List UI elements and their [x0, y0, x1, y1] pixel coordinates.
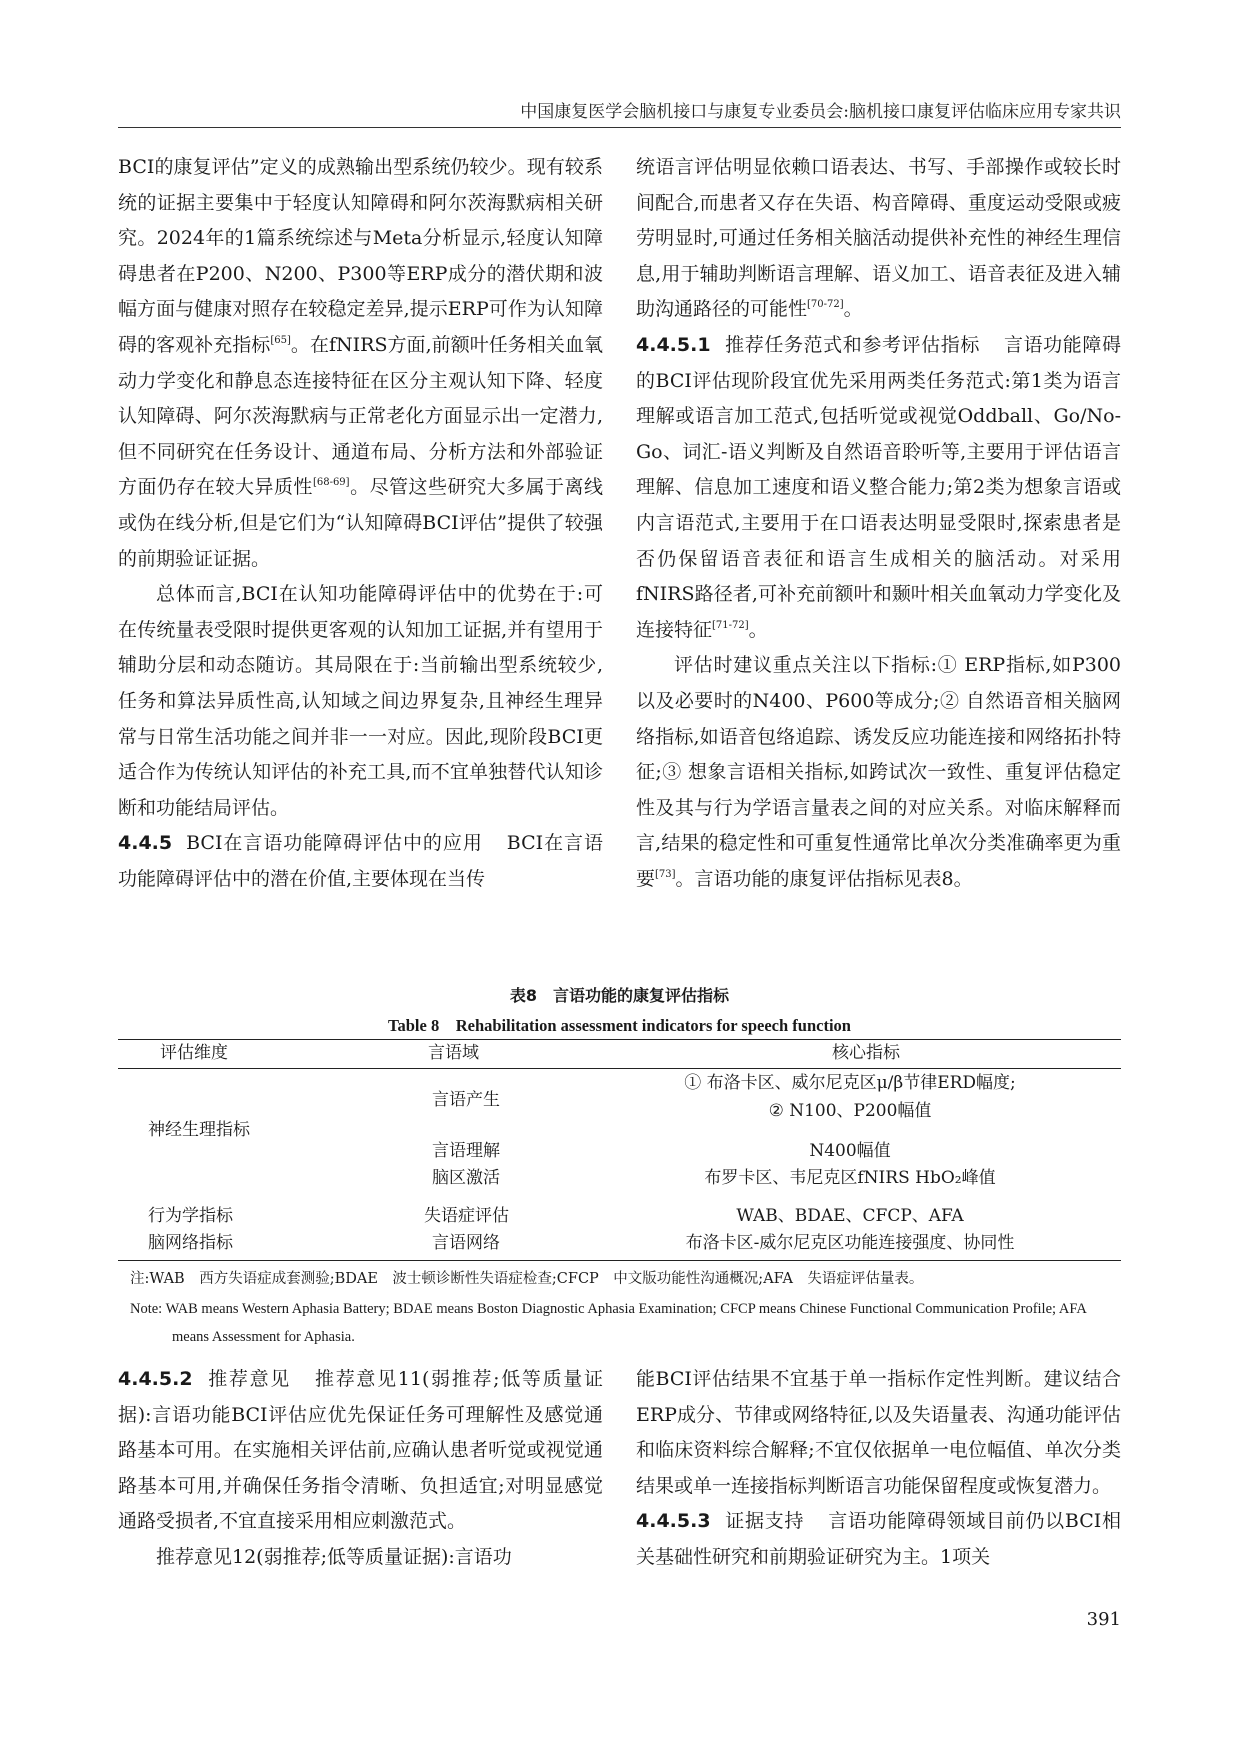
- section-number: 4.4.5: [118, 832, 173, 855]
- section-4-4-5-2: 4.4.5.2 推荐意见 推荐意见11(弱推荐;低等质量证据):言语功能BCI评估应优先保证任务可理解性及感觉通路基本可用。在实施相关评估前,应确认患者听觉或视觉通路基本可用,并确保任务指令清晰、负担适宜;对明显感觉通路受损者,不宜直接采用相应刺激范式。: [118, 1368, 603, 1533]
- citation: [70-72]: [807, 299, 844, 311]
- table-header-dimension: 评估维度: [160, 1043, 228, 1063]
- table-cell-domain: 失语症评估: [424, 1206, 509, 1226]
- section-number: 4.4.5.2: [118, 1368, 193, 1390]
- citation: [65]: [270, 334, 291, 346]
- section-4-4-5-3: 4.4.5.3 证据支持 言语功能障碍领域目前仍以BCI相关基础性研究和前期验证研究为主。1项关: [636, 1510, 1121, 1568]
- table-cell-domain: 言语网络: [432, 1233, 500, 1253]
- table-cell-indicator: 布罗卡区、韦尼克区fNIRS HbO₂峰值: [704, 1168, 996, 1188]
- section-title: 推荐意见: [206, 1368, 292, 1390]
- table-header-domain: 言语域: [428, 1043, 479, 1063]
- citation: [73]: [655, 868, 676, 880]
- right-column-upper: [636, 150, 1121, 897]
- paragraph: 能BCI评估结果不宜基于单一指标作定性判断。建议结合ERP成分、节律或网络特征,以及失语量表、沟通功能评估和临床资料综合解释;不宜仅依据单一电位幅值、单次分类结果或单一连接指标判断语言功能保留程度或恢复潜力。: [636, 1368, 1121, 1497]
- table-top-rule: [118, 1039, 1121, 1040]
- table-cell-dimension: 脑网络指标: [148, 1233, 233, 1253]
- table-cell-indicator: N400幅值: [809, 1141, 891, 1161]
- paragraph: BCI的康复评估”定义的成熟输出型系统仍较少。现有较系统的证据主要集中于轻度认知障碍和阿尔茨海默病相关研究。2024年的1篇系统综述与Meta分析显示,轻度认知障碍患者在P200、N200、P300等ERP成分的潜伏期和波幅方面与健康对照存在较稳定差异,提示ERP可作为认知障碍的客观补充指标[65]。在fNIRS方面,前额叶任务相关血氧动力学变化和静息态连接特征在区分主观认知下降、轻度认知障碍、阿尔茨海默病与正常老化方面显示出一定潜力,但不同研究在任务设计、通道布局、分析方法和外部验证方面仍存在较大异质性[68-69]。尽管这些研究大多属于离线或伪在线分析,但是它们为“认知障碍BCI评估”提供了较强的前期验证证据。: [118, 156, 603, 570]
- section-4-4-5-1: 4.4.5.1 推荐任务范式和参考评估指标 言语功能障碍的BCI评估现阶段宜优先采用两类任务范式:第1类为语言理解或语言加工范式,包括听觉或视觉Oddball、Go/No-Go、词汇-语义判断及自然语音聆听等,主要用于评估语言理解、信息加工速度和语义整合能力;第2类为想象言语或内言语范式,主要用于在口语表达明显受限时,探索患者是否仍保留语音表征和语言生成相关的脑活动。对采用fNIRS路径者,可补充前额叶和颞叶相关血氧动力学变化及连接特征[71-72]。: [636, 333, 1121, 641]
- section-title: 证据支持: [724, 1510, 805, 1533]
- paragraph: 评估时建议重点关注以下指标:① ERP指标,如P300以及必要时的N400、P600等成分;② 自然语音相关脑网络指标,如语音包络追踪、诱发反应功能连接和网络拓扑特征;③ 想象言语相关指标,如跨试次一致性、重复评估稳定性及其与行为学语言量表之间的对应关系。对临床解释而言,结果的稳定性和可重复性通常比单次分类准确率更为重要[73]。言语功能的康复评估指标见表8。: [636, 654, 1121, 890]
- header-rule: [118, 127, 1121, 128]
- table-note-en: Note: WAB means Western Aphasia Battery; BDAE means Boston Diagnostic Aphasia Examination; CFCP means Chinese Functional Communication Profile; AFA means Assessment for Aphasia.: [130, 1301, 1087, 1345]
- section-number: 4.4.5.1: [636, 333, 711, 356]
- paragraph: 推荐意见12(弱推荐;低等质量证据):言语功: [156, 1545, 512, 1568]
- running-header: 中国康复医学会脑机接口与康复专业委员会:脑机接口康复评估临床应用专家共识: [520, 102, 1121, 122]
- table-cell-dimension: 行为学指标: [148, 1206, 233, 1226]
- section-title: 推荐任务范式和参考评估指标: [724, 333, 980, 356]
- table-cell-domain: 言语产生: [432, 1090, 500, 1110]
- table-header-indicator: 核心指标: [832, 1043, 900, 1063]
- table-header-rule: [118, 1068, 1121, 1069]
- section-number: 4.4.5.3: [636, 1510, 711, 1533]
- table-cell-indicator: WAB、BDAE、CFCP、AFA: [736, 1206, 964, 1226]
- paragraph: 统语言评估明显依赖口语表达、书写、手部操作或较长时间配合,而患者又存在失语、构音障碍、重度运动受限或疲劳明显时,可通过任务相关脑活动提供补充性的神经生理信息,用于辅助判断语言理解、语义加工、语音表征及进入辅助沟通路径的可能性[70-72]。: [636, 156, 1121, 321]
- table-cell-indicator: ① 布洛卡区、威尔尼克区μ/β节律ERD幅度;: [684, 1073, 1016, 1093]
- paragraph: 总体而言,BCI在认知功能障碍评估中的优势在于:可在传统量表受限时提供更客观的认知加工证据,并有望用于辅助分层和动态随访。其局限在于:当前输出型系统较少,任务和算法异质性高,认知域之间边界复杂,且神经生理异常与日常生活功能之间并非一一对应。因此,现阶段BCI更适合作为传统认知评估的补充工具,而不宜单独替代认知诊断和功能结局评估。: [118, 583, 603, 819]
- section-title: BCI在言语功能障碍评估中的应用: [186, 832, 483, 855]
- table-title-en: Table 8 Rehabilitation assessment indicators for speech function: [388, 1016, 851, 1035]
- table-cell-domain: 脑区激活: [432, 1168, 500, 1188]
- left-column-lower: [118, 1362, 603, 1576]
- left-column-upper: [118, 150, 603, 897]
- table-bottom-rule: [118, 1260, 1121, 1261]
- right-column-lower: [636, 1362, 1121, 1576]
- section-4-4-5: 4.4.5 BCI在言语功能障碍评估中的应用 BCI在言语功能障碍评估中的潜在价值,主要体现在当传: [118, 832, 604, 890]
- citation: [68-69]: [312, 477, 350, 489]
- table-cell-dimension: 神经生理指标: [148, 1120, 250, 1140]
- table-note-cn: 注:WAB 西方失语症成套测验;BDAE 波士顿诊断性失语症检查;CFCP 中文版功能性沟通概况;AFA 失语症评估量表。: [130, 1271, 924, 1287]
- table-cell-indicator: 布洛卡区-威尔尼克区功能连接强度、协同性: [685, 1233, 1015, 1253]
- table-cell-domain: 言语理解: [432, 1141, 500, 1161]
- citation: [71-72]: [712, 619, 749, 631]
- table-cell-indicator: ② N100、P200幅值: [768, 1101, 932, 1121]
- table-title: 表8 言语功能的康复评估指标: [509, 986, 730, 1005]
- page-number: 391: [1086, 1609, 1121, 1630]
